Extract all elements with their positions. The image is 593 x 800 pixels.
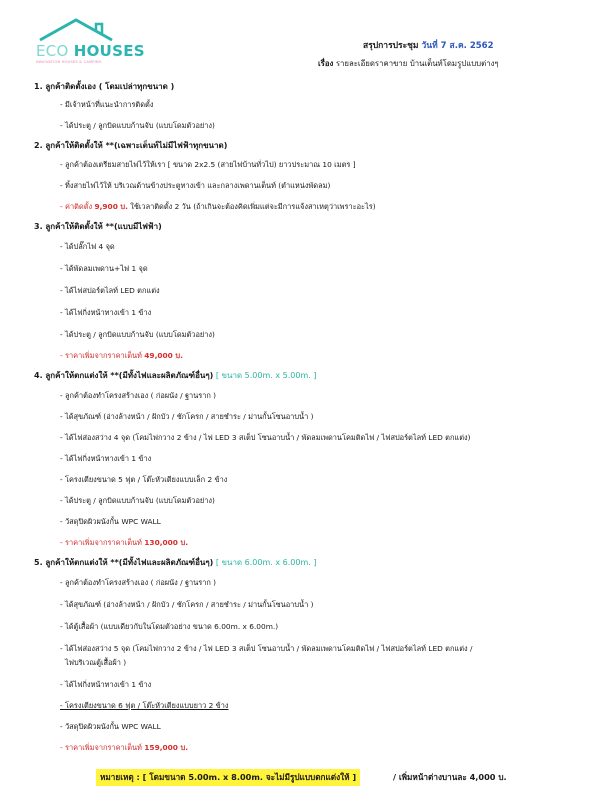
logo-tagline: INNOVATION HOUSES & CAMPING: [36, 60, 102, 64]
install-price-line: - ค่าติดตั้ง 9,900 บ. ใช้เวลาติดตั้ง 2 วัน (ถ้าเกินจะต้องคิดเพิ่มแต่จะมีการแจ้งสาเหตุว่าเพราะอะไร): [60, 202, 376, 211]
list-item: - ได้ไฟกิ่งหน้าทางเข้า 1 ข้าง: [60, 454, 152, 463]
list-item: - ได้พัดลมเพดาน+ไฟ 1 จุด: [60, 264, 148, 273]
list-item: - ได้ประตู / ลูกบิดแบบก้านจับ (แบบโดมตัวอย่าง): [60, 121, 215, 130]
house-roof-icon: [36, 16, 132, 42]
list-item: - ได้ไฟสปอร์ตไลท์ LED ตกแต่ง: [60, 286, 160, 295]
subject-line: เรื่อง รายละเอียดราคาขาย บ้านเต็นท์โดมรูปแบบต่างๆ: [318, 59, 499, 68]
section-1-title: 1. ลูกค้าติดตั้งเอง ( โดมเปล่าทุกขนาด ): [34, 82, 175, 91]
section-4-title: 4. ลูกค้าให้ตกแต่งให้ **(มีทั้งไฟและผลิตภัณฑ์อื่นๆ) [ ขนาด 5.00m. x 5.00m. ]: [34, 371, 317, 380]
install-price: 9,900 บ.: [94, 202, 128, 211]
list-item: - ได้ไฟส่องสว่าง 5 จุด (โคมไฟกวาง 2 ข้าง / ไฟ LED 3 สเต็ป โซนอาบน้ำ / พัดลมเพดานโคมติดไฟ / ไฟสปอร์ตไลท์ LED ตกแต่ง /: [60, 644, 473, 653]
list-item: - ได้ไฟส่องสว่าง 4 จุด (โคมไฟกวาง 2 ข้าง / ไฟ LED 3 สเต็ป โซนอาบน้ำ / พัดลมเพดานโคมติดไฟ / ไฟสปอร์ตไลท์ LED ตกแต่ง): [60, 433, 471, 442]
list-item: - ลูกค้าต้องทำโครงสร้างเอง ( ก่อผนัง / ฐานราก ): [60, 578, 217, 587]
list-item: - ทิ้งสายไฟไว้ให้ บริเวณด้านข้างประตูทางเข้า และกลางเพดานเต็นท์ (ตำแหน่งพัดลม): [60, 181, 331, 190]
section-3-title: 3. ลูกค้าให้ติดตั้งให้ **(แบบมีไฟฟ้า): [34, 222, 162, 231]
note-window-price: / เพิ่มหน้าต่างบานละ 4,000 บ.: [393, 772, 507, 782]
list-item: - ได้ไฟกิ่งหน้าทางเข้า 1 ข้าง: [60, 308, 152, 317]
list-item: - โครงเตียงขนาด 5 ฟุต / โต๊ะหัวเตียงแบบเล็ก 2 ข้าง: [60, 475, 228, 484]
list-item: - ได้ประตู / ลูกบิดแบบก้านจับ (แบบโดมตัวอย่าง): [60, 330, 215, 339]
section-3-price: 49,000 บ.: [144, 351, 183, 360]
list-item: - โครงเตียงขนาด 6 ฟุต / โต๊ะหัวเตียงแบบยาว 2 ข้าง: [60, 701, 229, 710]
meeting-date: วันที่ 7 ส.ค. 2562: [421, 41, 494, 51]
section-5-size: [ ขนาด 6.00m. x 6.00m. ]: [213, 558, 317, 567]
section-5-price: 159,000 บ.: [144, 743, 189, 752]
list-item-continuation: ไฟบริเวณตู้เสื้อผ้า ): [65, 658, 127, 667]
list-item: - ลูกค้าต้องเตรียมสายไฟไว้ให้เรา [ ขนาด 2x2.5 (สายไฟบ้านทั่วไป) ยาวประมาณ 10 เมตร ]: [60, 160, 356, 169]
list-item: - ลูกค้าต้องทำโครงสร้างเอง ( ก่อผนัง / ฐานราก ): [60, 391, 217, 400]
list-item: - ได้ตู้เสื้อผ้า (แบบเดียวกับในโดมตัวอย่าง ขนาด 6.00m. x 6.00m.): [60, 622, 279, 631]
list-item: - ได้สุขภัณฑ์ (อ่างล้างหน้า / ฝักบัว / ชักโครก / สายชำระ / ม่านกั้นโซนอาบน้ำ ): [60, 600, 314, 609]
meeting-summary-title: สรุปการประชุม วันที่ 7 ส.ค. 2562: [363, 41, 494, 51]
note-highlight: หมายเหตุ : [ โดมขนาด 5.00m. x 8.00m. จะไม่มีรูปแบบตกแต่งให้ ]: [96, 769, 360, 786]
section-4-price-line: - ราคาเพิ่มจากราคาเต็นท์ 130,000 บ.: [60, 538, 189, 547]
list-item: - วัสดุปิดผิวผนังกั้น WPC WALL: [60, 517, 161, 526]
list-item: - ได้สุขภัณฑ์ (อ่างล้างหน้า / ฝักบัว / ชักโครก / สายชำระ / ม่านกั้นโซนอาบน้ำ ): [60, 412, 314, 421]
section-4-price: 130,000 บ.: [144, 538, 189, 547]
section-3-price-line: - ราคาเพิ่มจากราคาเต็นท์ 49,000 บ.: [60, 351, 183, 360]
list-item: - ได้ปลั๊กไฟ 4 จุด: [60, 242, 115, 251]
list-item: - ได้ประตู / ลูกบิดแบบก้านจับ (แบบโดมตัวอย่าง): [60, 496, 215, 505]
section-4-size: [ ขนาด 5.00m. x 5.00m. ]: [213, 371, 317, 380]
logo-wordmark: ECO HOUSES: [36, 42, 145, 60]
section-5-title: 5. ลูกค้าให้ตกแต่งให้ **(มีทั้งไฟและผลิตภัณฑ์อื่นๆ) [ ขนาด 6.00m. x 6.00m. ]: [34, 558, 317, 567]
section-2-title: 2. ลูกค้าให้ติดตั้งให้ **(เฉพาะเต็นท์ไม่มีไฟฟ้าทุกขนาด): [34, 141, 228, 150]
list-item: - วัสดุปิดผิวผนังกั้น WPC WALL: [60, 722, 161, 731]
company-logo: [28, 16, 145, 74]
list-item: - ได้ไฟกิ่งหน้าทางเข้า 1 ข้าง: [60, 680, 152, 689]
list-item: - มีเจ้าหน้าที่แนะนำการติดตั้ง: [60, 100, 154, 109]
section-5-price-line: - ราคาเพิ่มจากราคาเต็นท์ 159,000 บ.: [60, 743, 189, 752]
